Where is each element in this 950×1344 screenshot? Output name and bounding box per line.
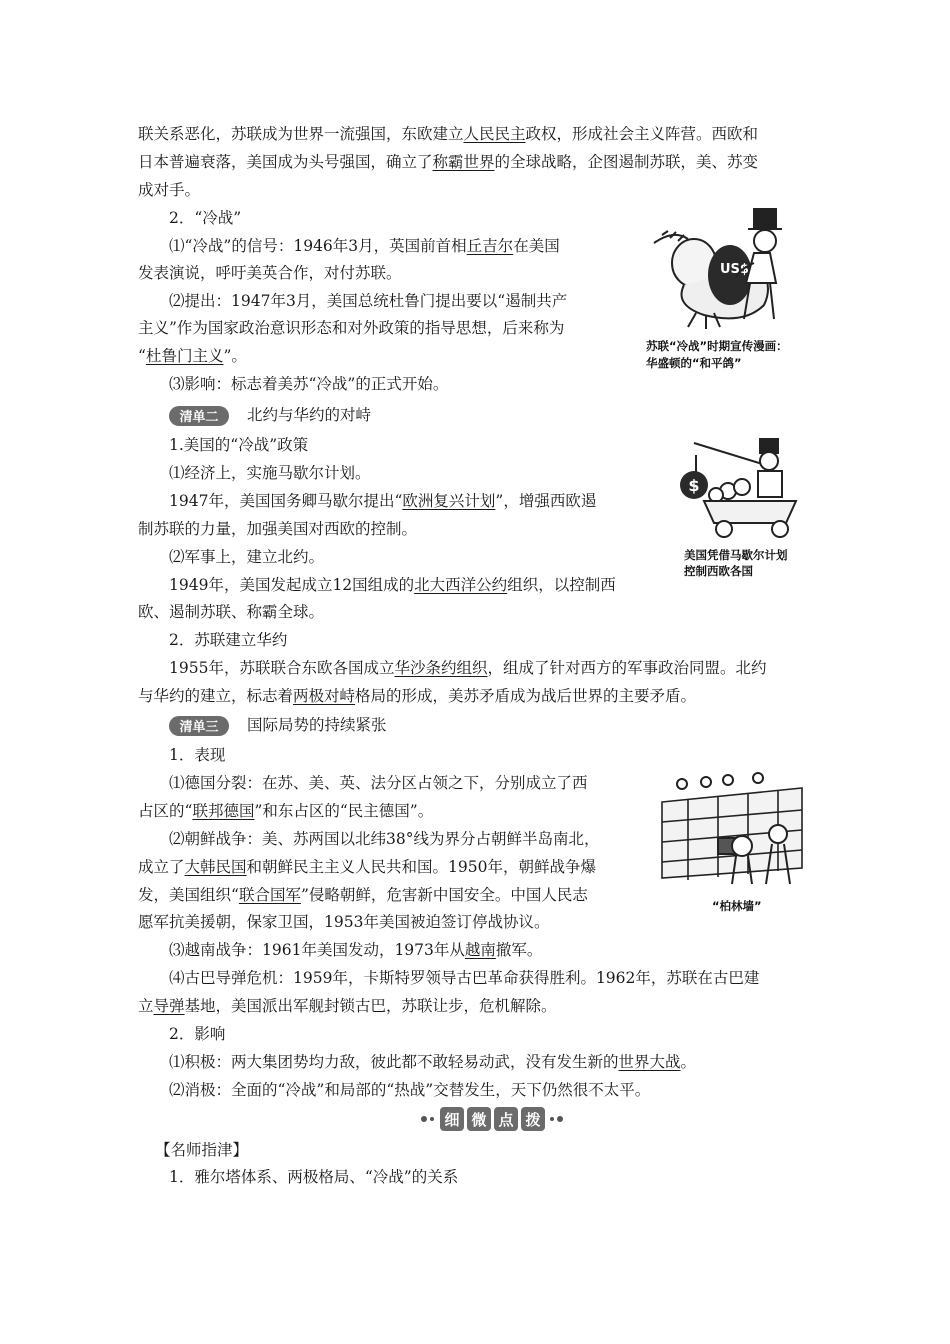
text: ⑴积极：两大集团势均力敌，彼此都不敢轻易动武，没有发生新的: [169, 1053, 619, 1071]
cold-war-p2-line1: ⑵提出：1947年3月，美国总统杜鲁门提出要以“遏制共产: [169, 292, 568, 310]
list3-h1: 1．表现: [169, 746, 226, 764]
text: 立: [138, 997, 154, 1015]
banner-char: 点: [498, 1111, 514, 1129]
intro-line-2: [138, 152, 758, 172]
list2-h1: 1.美国的“冷战”政策: [169, 436, 309, 454]
underlined-term: 导弹: [153, 997, 185, 1015]
list2-p6: [138, 686, 696, 706]
money-bag-sign: $: [688, 476, 700, 495]
text: ”。: [223, 347, 247, 365]
underlined-term: 称霸世界: [432, 153, 495, 171]
section-header-list2: [169, 405, 371, 426]
list2-h2: 2．苏联建立华约: [169, 631, 288, 649]
text: ”侵略朝鲜，危害新中国安全。中国人民志: [300, 886, 588, 904]
text: 1949年，美国发起成立12国组成的: [169, 576, 415, 594]
caption-peace-dove-2: 华盛顿的“和平鸽”: [646, 356, 742, 370]
cold-war-p1-line2: 发表演说，呼吁美英合作，对付苏联。: [138, 264, 402, 282]
tips-h1: 1．雅尔塔体系、两极格局、“冷战”的关系: [169, 1168, 459, 1186]
text: 格局的形成，美苏矛盾成为战后世界的主要矛盾。: [355, 687, 697, 705]
list2-p4-line1: [169, 575, 616, 595]
caption-berlin-wall: “柏林墙”: [712, 899, 762, 913]
bag-label: US$: [720, 262, 749, 277]
badge-label: 清单二: [179, 410, 219, 425]
underlined-term: 杜鲁门主义: [145, 347, 224, 365]
text: ⑴“冷战”的信号：1946年3月，英国前首相: [169, 237, 467, 255]
list3-p3: [169, 940, 542, 960]
text: 的全球战略，企图遏制苏联，美、苏变: [494, 153, 759, 171]
text: ”和东占区的“民主德国”。: [254, 802, 434, 820]
text: ，组成了针对西方的军事政治同盟。北约: [487, 659, 767, 677]
list2-p2-line1: [169, 491, 596, 511]
text: “: [138, 347, 146, 365]
text: 发，美国组织“: [138, 886, 239, 904]
list-badge-icon: [169, 716, 229, 736]
section-title: 国际局势的持续紧张: [247, 716, 387, 734]
cold-war-heading: 2．“冷战”: [169, 209, 242, 227]
berlin-wall-cartoon-image: [658, 772, 806, 894]
badge-label: 清单三: [179, 720, 219, 735]
marshall-plan-cartoon-image: [676, 437, 810, 545]
underlined-term: 华沙条约组织: [394, 659, 488, 677]
list2-p5: [169, 658, 766, 678]
cold-war-p1-line1: [169, 236, 560, 256]
underlined-term: 人民民主: [463, 125, 526, 143]
text: 基地，美国派出军舰封锁古巴，苏联让步，危机解除。: [184, 997, 557, 1015]
caption-marshall-2: 控制西欧各国: [684, 564, 753, 578]
section-title: 北约与华约的对峙: [247, 406, 372, 424]
list3-p6: ⑵消极：全面的“冷战”和局部的“热战”交替发生，天下仍然很不太平。: [169, 1081, 651, 1099]
text: 。: [680, 1053, 697, 1071]
list3-p4-line2: [138, 996, 557, 1016]
underlined-term: 北大西洋公约: [414, 576, 508, 594]
banner-char: 拨: [525, 1111, 541, 1129]
tips-label: 【名师指津】: [155, 1141, 249, 1159]
list3-p4-line1: ⑷古巴导弹危机：1959年，卡斯特罗领导古巴革命获得胜利。1962年，苏联在古巴建: [169, 969, 760, 987]
list3-p2-line4: 愿军抗美援朝，保家卫国，1953年美国被迫签订停战协议。: [138, 913, 550, 931]
underlined-term: 丘吉尔: [466, 237, 514, 255]
list-badge-icon: [169, 406, 229, 426]
text: 撤军。: [495, 941, 543, 959]
peace-dove-cartoon-image: [644, 205, 814, 333]
list3-h2: 2．影响: [169, 1025, 226, 1043]
cold-war-p2-line2: 主义”作为国家政治意识形态和对外政策的指导思想，后来称为: [138, 319, 565, 337]
underlined-term: 两极对峙: [293, 687, 356, 705]
cold-war-p2-line3: [138, 346, 247, 366]
list2-p2-line2: 制苏联的力量，加强美国对西欧的控制。: [138, 520, 418, 538]
underlined-term: 越南: [464, 941, 496, 959]
list2-p3: ⑵军事上，建立北约。: [169, 548, 325, 566]
underlined-term: 欧洲复兴计划: [402, 492, 496, 510]
text: 组织，以控制西: [507, 576, 616, 594]
cold-war-p3: ⑶影响：标志着美苏“冷战”的正式开始。: [169, 375, 449, 393]
text: 联关系恶化，苏联成为世界一流强国，东欧建立: [138, 125, 464, 143]
section-header-list3: [169, 715, 387, 736]
list2-p1: ⑴经济上，实施马歇尔计划。: [169, 464, 371, 482]
text: 与华约的建立，标志着: [138, 687, 294, 705]
text: 政权，形成社会主义阵营。西欧和: [525, 125, 759, 143]
underlined-term: 联邦德国: [192, 802, 255, 820]
list3-p2-line3: [138, 885, 588, 905]
text: 1955年，苏联联合东欧各国成立: [169, 659, 395, 677]
text: ”，增强西欧遏: [495, 492, 597, 510]
banner-char: 细: [444, 1111, 460, 1129]
list3-p1-line1: ⑴德国分裂：在苏、美、英、法分区占领之下，分别成立了西: [169, 774, 588, 792]
underlined-term: 联合国军: [238, 886, 301, 904]
list3-p1-line2: [138, 801, 433, 821]
text: 1947年，美国国务卿马歇尔提出“: [169, 492, 403, 510]
text: 和朝鲜民主主义人民共和国。1950年，朝鲜战争爆: [246, 858, 596, 876]
underlined-term: 大韩民国: [184, 858, 247, 876]
underlined-term: 世界大战: [618, 1053, 681, 1071]
list2-p4-line2: 欧、遏制苏联、称霸全球。: [138, 603, 325, 621]
intro-line-1: [138, 124, 758, 144]
intro-line-3: 成对手。: [138, 181, 201, 199]
text: 在美国: [513, 237, 560, 255]
text: 成立了: [138, 858, 185, 876]
list3-p2-line2: [138, 857, 596, 877]
list3-p5: [169, 1052, 696, 1072]
text: 占区的“: [138, 802, 193, 820]
text: ⑶越南战争：1961年美国发动，1973年从: [169, 941, 465, 959]
caption-peace-dove-1: 苏联“冷战”时期宣传漫画：: [646, 339, 788, 353]
list3-p2-line1: ⑵朝鲜战争：美、苏两国以北纬38°线为界分占朝鲜半岛南北，: [169, 830, 600, 848]
text: 日本普遍衰落，美国成为头号强国，确立了: [138, 153, 433, 171]
caption-marshall-1: 美国凭借马歇尔计划: [684, 548, 788, 562]
detail-tips-banner: [418, 1106, 566, 1132]
banner-char: 微: [471, 1111, 487, 1129]
